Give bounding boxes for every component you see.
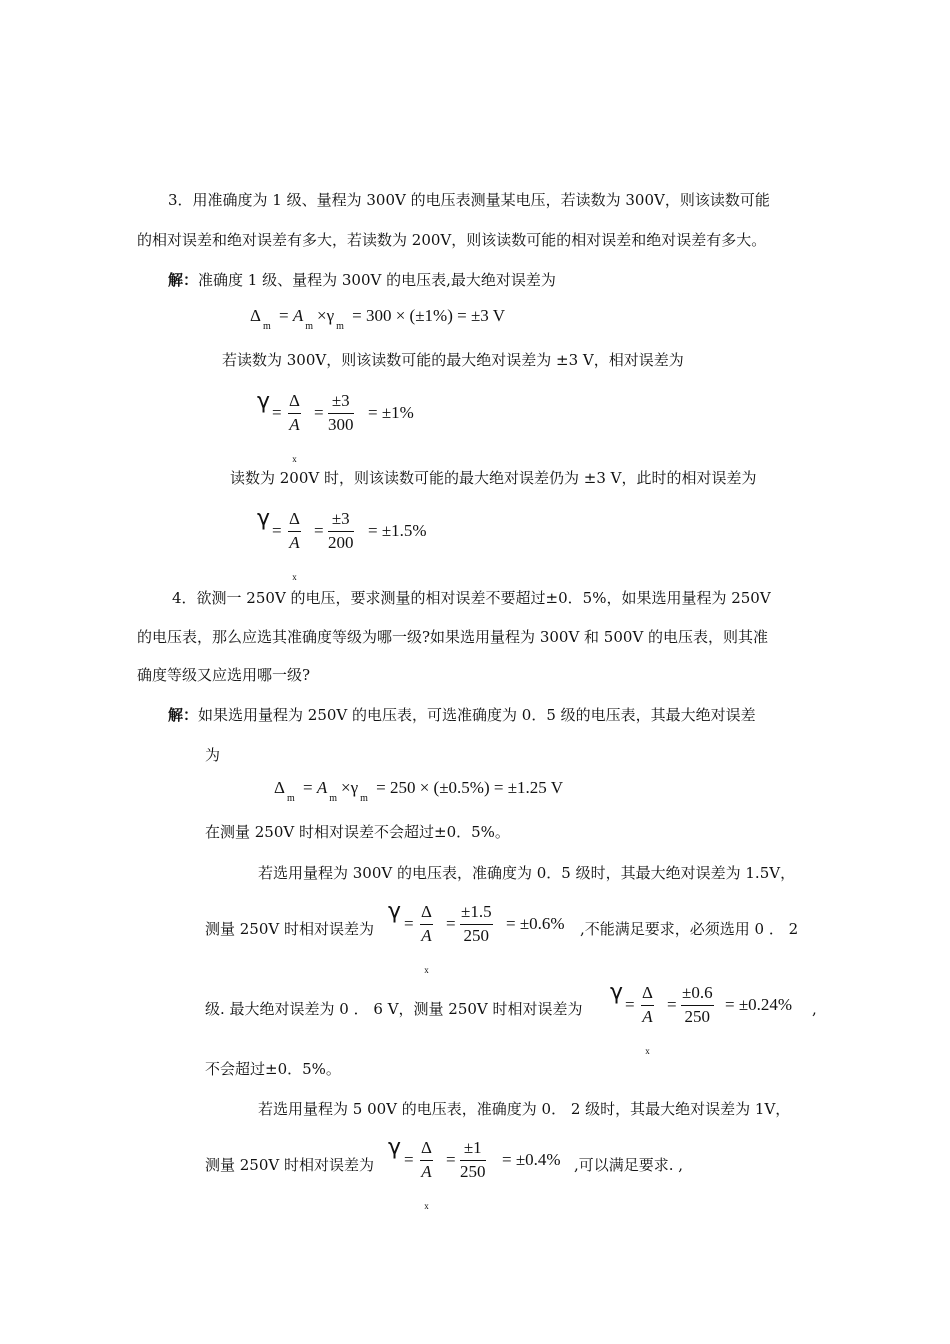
subscript-m: m <box>305 321 313 332</box>
q4-line2: 的电压表，那么应选其准确度等级为哪一级?如果选用量程为 300V 和 500V 的电压表，则其准 <box>137 628 769 646</box>
equals-sign: = <box>667 995 677 1014</box>
q4-text-250-ok: 在测量 250V 时相对误差不会超过±0．5%。 <box>205 823 510 841</box>
q4-p300-line4: 不会超过±0．5%。 <box>205 1060 341 1078</box>
symbol-a: A <box>316 778 328 797</box>
fraction-numerator: ±0.6 <box>681 982 714 1006</box>
q4-p500-line1: 若选用量程为 5 00V 的电压表，准确度为 0． 2 级时，其最大绝对误差为 1V， <box>258 1100 791 1118</box>
equals-sign: = <box>278 306 289 325</box>
fraction-numerator: ±1.5 <box>460 901 493 925</box>
fraction-numerator: Δ <box>641 982 654 1006</box>
subscript-m: m <box>262 321 271 332</box>
equals-sign: = <box>404 914 414 933</box>
q4-p300-line2-end: ,不能满足要求，必须选用 0 ． 2 <box>580 920 799 938</box>
result-300: = ±1% <box>368 403 414 422</box>
gamma-symbol: γ <box>388 1135 402 1160</box>
equals-sign: = <box>446 1150 456 1169</box>
delta-symbol: Δ <box>274 778 285 797</box>
fraction-denominator: 250 <box>684 1007 711 1026</box>
result-0-4: = ±0.4% <box>502 1150 561 1169</box>
equals-sign: = <box>404 1150 414 1169</box>
fraction-numerator: Δ <box>288 508 301 532</box>
symbol-a: A <box>292 306 304 325</box>
gamma-symbol: γ <box>388 899 402 924</box>
solution-text: 准确度 1 级、量程为 300V 的电压表,最大绝对误差为 <box>198 271 556 289</box>
q3-text-300: 若读数为 300V，则该读数可能的最大绝对误差为 ±3 V，相对误差为 <box>222 351 684 369</box>
fraction-numerator: ±1 <box>460 1137 486 1161</box>
equals-sign: = <box>314 521 324 540</box>
result-200: = ±1.5% <box>368 521 427 540</box>
fraction-denominator: A $_x$ <box>421 1162 432 1211</box>
gamma-symbol: γ <box>257 506 271 531</box>
gamma-symbol: γ <box>257 389 271 414</box>
solution-label: 解： <box>168 706 199 724</box>
q4-p300-line2-start: 测量 250V 时相对误差为 <box>205 920 374 938</box>
fraction-values-1 <box>460 1137 486 1183</box>
fraction-numerator: Δ <box>420 1137 433 1161</box>
fraction-denominator: A $_x$ <box>421 926 432 975</box>
fraction-denominator: A $_x$ <box>289 533 300 582</box>
equation-rhs: = 250 × (±0.5%) = ±1.25 V <box>376 778 564 797</box>
fraction-numerator: ±3 <box>328 390 354 414</box>
fraction-numerator: Δ <box>288 390 301 414</box>
q3-text-200: 读数为 200V 时，则该读数可能的最大绝对误差仍为 ±3 V，此时的相对误差为 <box>230 469 757 487</box>
solution-label: 解： <box>168 271 199 289</box>
subscript-m: m <box>360 793 368 804</box>
times-gamma: ×γ <box>316 306 335 325</box>
fraction-values-0-6 <box>681 982 714 1028</box>
q4-p500-line2-start: 测量 250V 时相对误差为 <box>205 1156 374 1174</box>
fraction-values-1-5 <box>460 901 493 947</box>
fraction-delta-over-ax <box>420 1137 433 1211</box>
fraction-delta-over-ax <box>641 982 654 1056</box>
fraction-denominator: 250 <box>463 926 490 945</box>
equals-sign: = <box>625 995 635 1014</box>
fraction-denominator: A $_x$ <box>642 1007 653 1056</box>
q4-solution-cont: 为 <box>205 746 221 764</box>
subscript-m: m <box>286 793 295 804</box>
fraction-numerator: Δ <box>420 901 433 925</box>
delta-symbol: Δ <box>250 306 261 325</box>
equals-sign: = <box>314 403 324 422</box>
q3-equation-max-error <box>250 306 506 332</box>
fraction-delta-over-ax <box>288 508 301 582</box>
q4-p300-line1: 若选用量程为 300V 的电压表，准确度为 0．5 级时，其最大绝对误差为 1.5V， <box>258 864 796 882</box>
fraction-denominator: 250 <box>460 1162 486 1181</box>
q4-p500-line2-end: ,可以满足要求. , <box>574 1156 684 1174</box>
fraction-values-300 <box>328 390 354 436</box>
result-0-24: = ±0.24% <box>725 995 793 1014</box>
equals-sign: = <box>446 914 456 933</box>
subscript-m: m <box>336 321 344 332</box>
q4-p300-line3-end: , <box>812 1000 817 1018</box>
gamma-symbol: γ <box>610 980 624 1005</box>
q4-solution <box>168 704 756 726</box>
equals-sign: = <box>272 521 282 540</box>
fraction-numerator: ±3 <box>328 508 354 532</box>
equation-rhs: = 300 × (±1%) = ±3 V <box>352 306 506 325</box>
q4-line3: 确度等级又应选用哪一级? <box>137 666 311 684</box>
equals-sign: = <box>302 778 313 797</box>
q4-line1: 4．欲测一 250V 的电压，要求测量的相对误差不要超过±0．5%，如果选用量程为 250V <box>172 589 771 607</box>
q3-line1: 3．用准确度为 1 级、量程为 300V 的电压表测量某电压，若读数为 300V，则该读数可能 <box>168 191 770 209</box>
q3-solution <box>168 269 556 291</box>
q4-p300-line3-start: 级. 最大绝对误差为 0 ． 6 V，测量 250V 时相对误差为 <box>205 1000 583 1018</box>
fraction-denominator: 200 <box>328 533 354 552</box>
fraction-delta-over-ax <box>288 390 301 464</box>
q4-equation-max-error <box>274 778 564 804</box>
solution-text: 如果选用量程为 250V 的电压表，可选准确度为 0．5 级的电压表，其最大绝对误差 <box>198 706 756 724</box>
q3-line2: 的相对误差和绝对误差有多大，若读数为 200V，则该读数可能的相对误差和绝对误差有多大。 <box>137 231 767 249</box>
subscript-m: m <box>329 793 337 804</box>
result-0-6: = ±0.6% <box>506 914 565 933</box>
fraction-denominator: A $_x$ <box>289 415 300 464</box>
fraction-values-200 <box>328 508 354 554</box>
equals-sign: = <box>272 403 282 422</box>
fraction-delta-over-ax <box>420 901 433 975</box>
times-gamma: ×γ <box>340 778 359 797</box>
fraction-denominator: 300 <box>328 415 354 434</box>
